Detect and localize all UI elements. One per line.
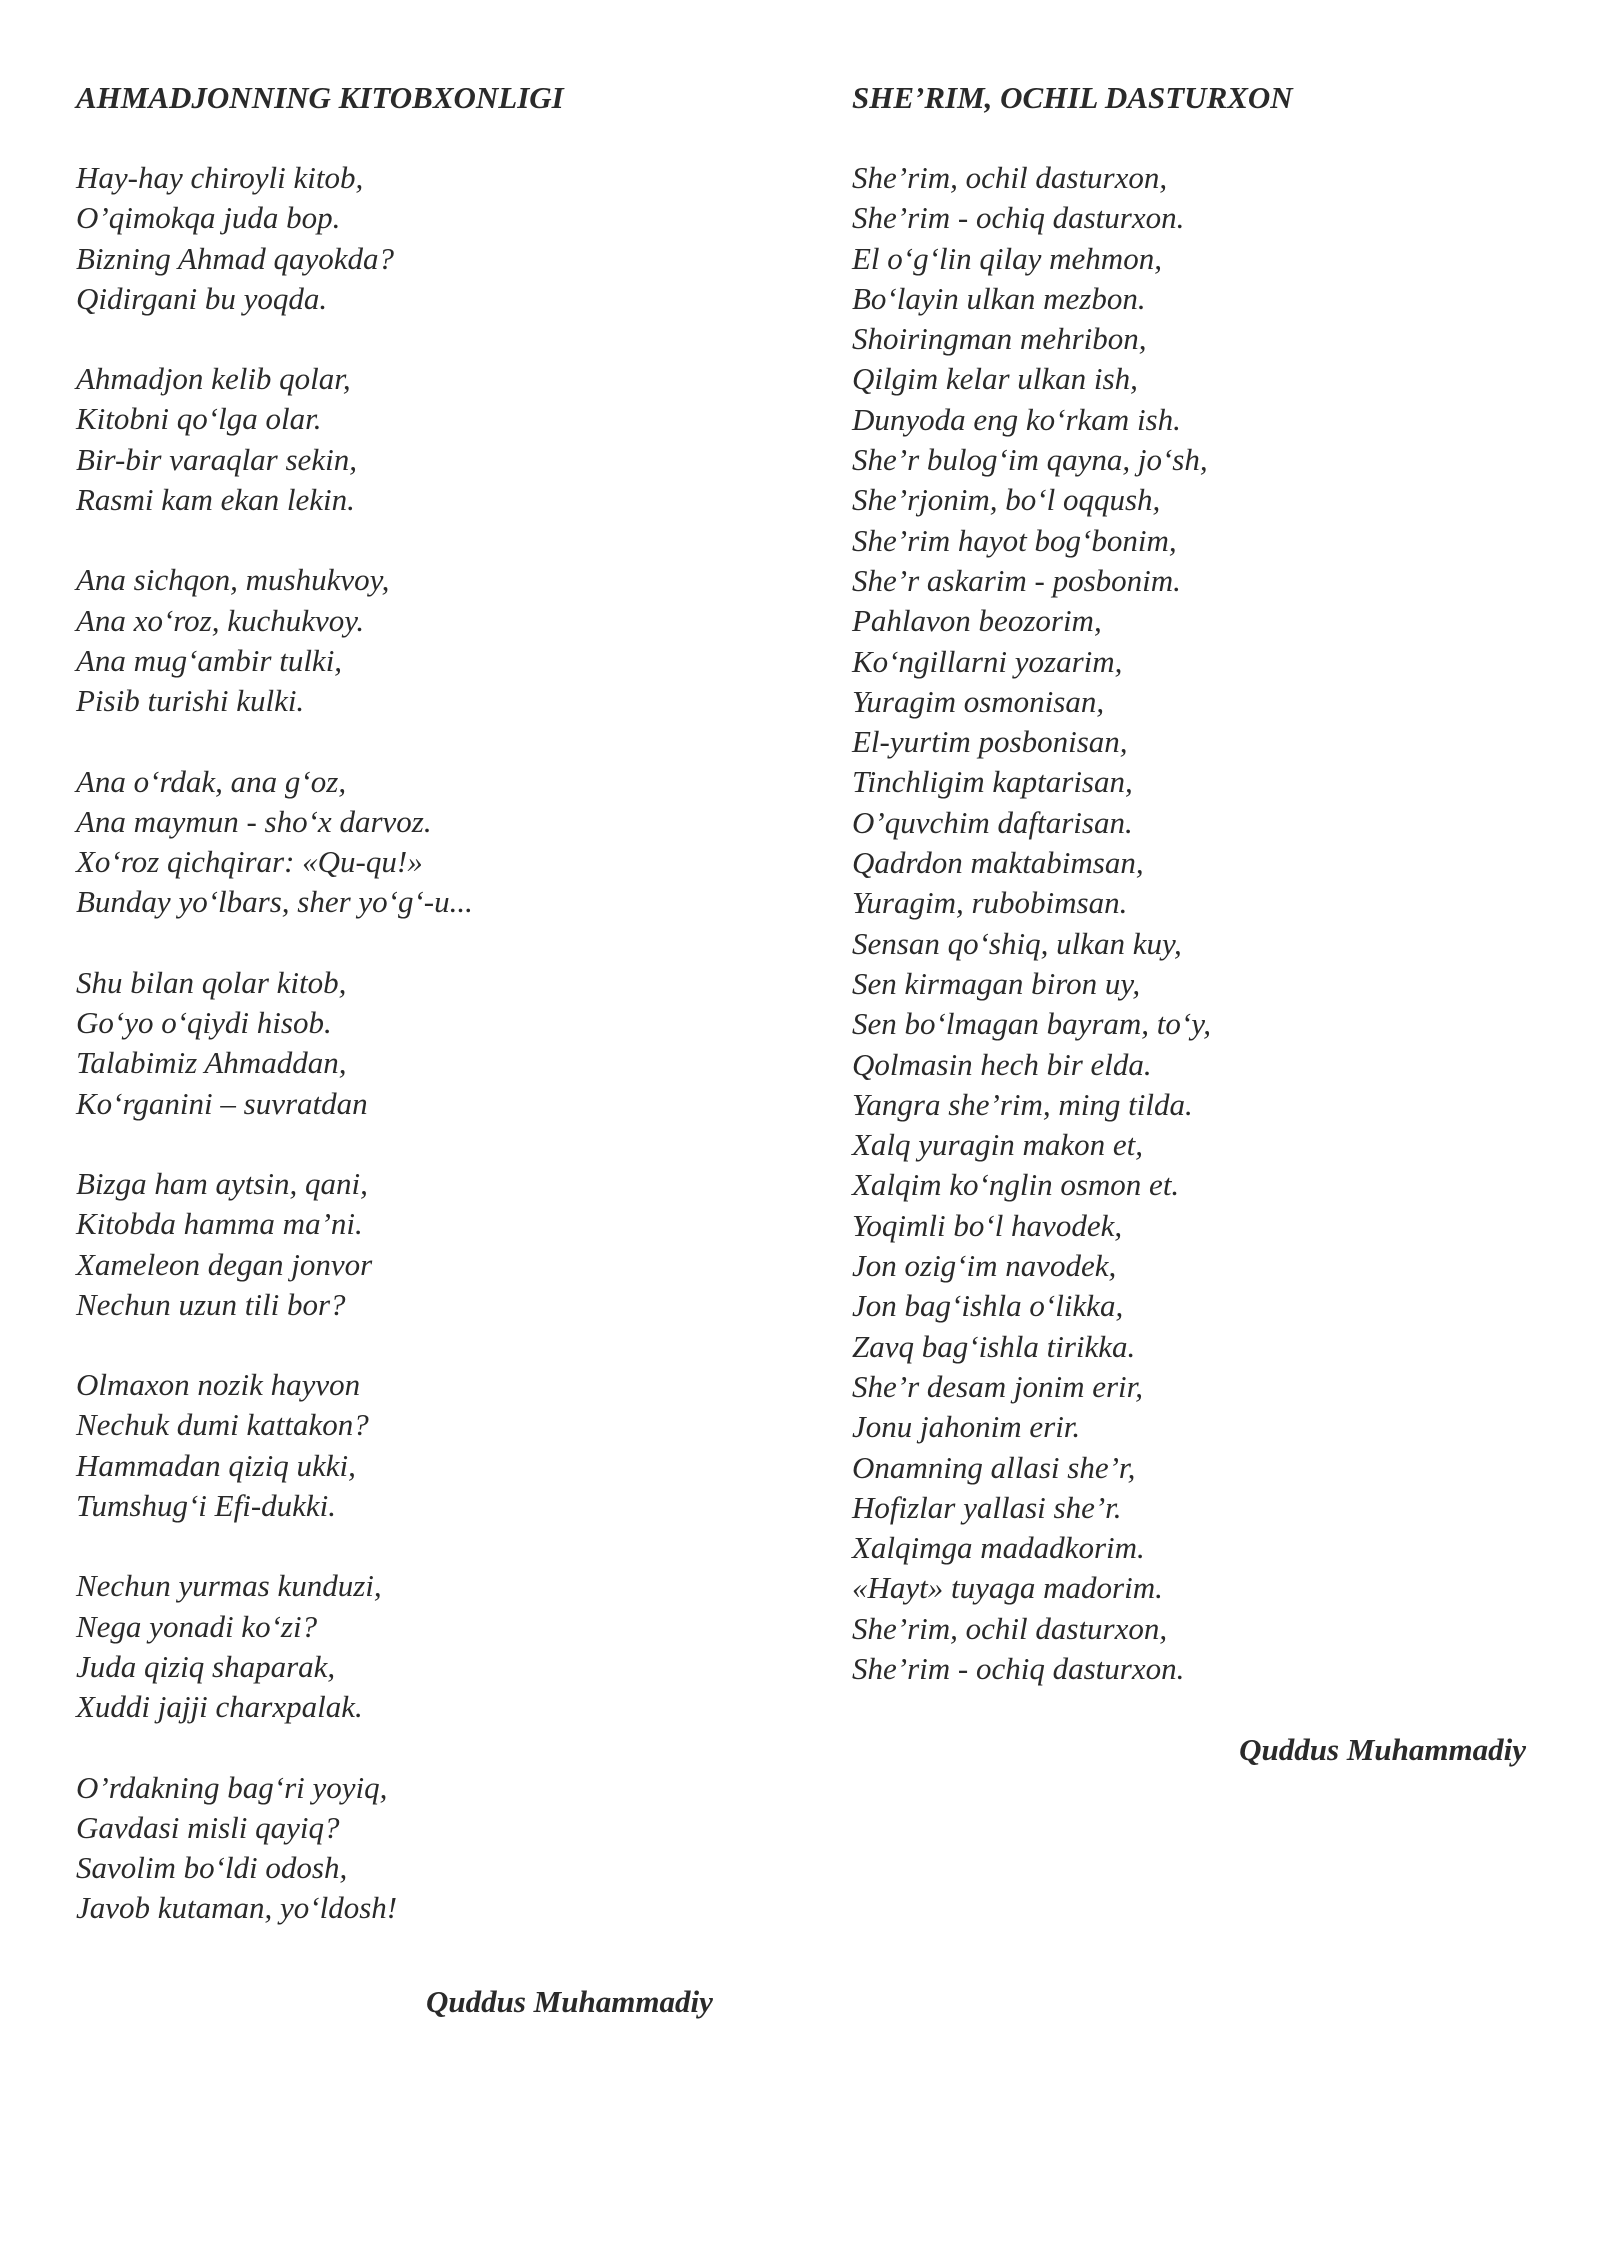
poem-line: Hay-hay chiroyli kitob, — [76, 160, 364, 195]
poem-line: Ana sichqon, mushukvoy, — [76, 562, 390, 598]
stanza — [76, 762, 756, 923]
poem-line: Kitobni qo‘lga olar. — [76, 401, 322, 437]
poem-line: Hofizlar yallasi she’r. — [852, 1489, 1122, 1525]
poem-line: Yuragim, rubobimsan. — [852, 885, 1128, 921]
poem-line: Qolmasin hech bir elda. — [852, 1046, 1152, 1082]
poem-line: Nechun yurmas kunduzi, — [76, 1568, 382, 1604]
poem-line: Tinchligim kaptarisan, — [852, 764, 1133, 800]
poem-line: She’rim - ochiq dasturxon. — [852, 200, 1185, 236]
poem-line: Dunyoda eng ko‘rkam ish. — [852, 401, 1181, 437]
poem-line: Xalqim ko‘nglin osmon et. — [852, 1167, 1180, 1203]
poem-line: Bunday yo‘lbars, sher yo‘g‘-u... — [76, 884, 473, 920]
poem-line: Qidirgani bu yoqda. — [76, 280, 328, 316]
poem-line: Go‘yo o‘qiydi hisob. — [76, 1005, 332, 1041]
stanza — [76, 1768, 756, 1929]
poem-line: Ahmadjon kelib qolar, — [76, 361, 351, 397]
poem-line: Bizga ham aytsin, qani, — [76, 1165, 368, 1201]
poem-line: Shu bilan qolar kitob, — [76, 964, 347, 1000]
poem-line: Zavq bag‘ishla tirikka. — [852, 1328, 1136, 1364]
poem-line: Savolim bo‘ldi odosh, — [76, 1850, 348, 1886]
poem-line: El o‘g‘lin qilay mehmon, — [852, 240, 1162, 276]
poem-line: Qadrdon maktabimsan, — [852, 845, 1144, 881]
poem-line: She’rim, ochil dasturxon, — [852, 160, 1168, 195]
poem-line: She’r bulog‘im qayna, jo‘sh, — [852, 442, 1208, 478]
poem-line: She’r askarim - posbonim. — [852, 562, 1181, 598]
poem-line: Onamning allasi she’r, — [852, 1449, 1136, 1485]
poem-line: Xuddi jajji charxpalak. — [76, 1689, 363, 1725]
poem-line: Jon ozig‘im navodek, — [852, 1248, 1117, 1284]
stanza — [76, 560, 756, 721]
poem-line: Qilgim kelar ulkan ish, — [852, 361, 1138, 397]
poem-line: Nechuk dumi kattakon? — [76, 1407, 369, 1443]
poem-line: «Hayt» tuyaga madorim. — [852, 1570, 1163, 1606]
poem-line: Sen kirmagan biron uy, — [852, 965, 1141, 1001]
poem-line: Xalqimga madadkorim. — [852, 1530, 1145, 1566]
poem-line: Yuragim osmonisan, — [852, 683, 1105, 719]
right-poem-title: SHE’RIM, OCHIL DASTURXON — [852, 80, 1293, 115]
poem-line: Ko‘ngillarni yozarim, — [852, 643, 1123, 679]
poem-line: Ana o‘rdak, ana g‘oz, — [76, 763, 347, 799]
poem-line: Bo‘layin ulkan mezbon. — [852, 280, 1146, 316]
poem-line: She’rim - ochiq dasturxon. — [852, 1650, 1185, 1686]
poem-line: Sen bo‘lmagan bayram, to‘y, — [852, 1006, 1212, 1042]
poem-line: Xameleon degan jonvor — [76, 1246, 373, 1282]
stanza — [76, 1566, 756, 1727]
stanza — [76, 158, 756, 319]
poem-line: She’rjonim, bo‘l oqqush, — [852, 482, 1161, 518]
poem-line: She’rim, ochil dasturxon, — [852, 1610, 1168, 1646]
poem-line: Sensan qo‘shiq, ulkan kuy, — [852, 925, 1182, 961]
right-poem-author: Quddus Muhammadiy — [1239, 1732, 1526, 1768]
poem-line: Bizning Ahmad qayokda? — [76, 240, 395, 276]
stanza — [76, 963, 756, 1124]
poem-line: Olmaxon nozik hayvon — [76, 1367, 361, 1403]
poem-line: Talabimiz Ahmaddan, — [76, 1045, 347, 1081]
poem-line: Kitobda hamma ma’ni. — [76, 1206, 363, 1242]
poem-line: Jon bag‘ishla o‘likka, — [852, 1288, 1124, 1324]
poem-line: Gavdasi misli qayiq? — [76, 1809, 340, 1845]
poem-line: Rasmi kam ekan lekin. — [76, 482, 355, 518]
poem-line: Javob kutaman, yo‘ldosh! — [76, 1890, 398, 1926]
poem-line: Ana xo‘roz, kuchukvoy. — [76, 602, 365, 638]
poem-line: Ko‘rganini – suvratdan — [76, 1085, 368, 1121]
poem-line: Ana maymun - sho‘x darvoz. — [76, 803, 432, 839]
right-poem-lines — [852, 158, 1542, 1689]
poem-line: She’rim hayot bog‘bonim, — [852, 522, 1177, 558]
poem-line: El-yurtim posbonisan, — [852, 724, 1128, 760]
poem-line: O’qimokqa juda bop. — [76, 200, 341, 236]
left-poem — [76, 78, 756, 2022]
poem-line: Ana mug‘ambir tulki, — [76, 642, 343, 678]
right-poem — [852, 78, 1542, 1770]
poem-line: Hammadan qiziq ukki, — [76, 1447, 356, 1483]
poem-line: Pahlavon beozorim, — [852, 603, 1102, 639]
poem-line: Xalq yuragin makon et, — [852, 1127, 1144, 1163]
stanza — [76, 1365, 756, 1526]
poem-line: Jonu jahonim erir. — [852, 1409, 1081, 1445]
poem-line: Nega yonadi ko‘zi? — [76, 1608, 318, 1644]
poem-line: Shoiringman mehribon, — [852, 321, 1147, 357]
left-poem-author: Quddus Muhammadiy — [426, 1983, 713, 2019]
poem-line: Tumshug‘i Efi-dukki. — [76, 1488, 337, 1524]
stanza — [76, 359, 756, 520]
poem-line: Yangra she’rim, ming tilda. — [852, 1086, 1193, 1122]
poem-line: Nechun uzun tili bor? — [76, 1286, 346, 1322]
poem-line: O’quvchim daftarisan. — [852, 804, 1133, 840]
poem-line: Xo‘roz qichqirar: «Qu-qu!» — [76, 844, 423, 880]
poem-line: Bir-bir varaqlar sekin, — [76, 441, 357, 477]
poem-line: She’r desam jonim erir, — [852, 1368, 1144, 1404]
poem-line: O’rdakning bag‘ri yoyiq, — [76, 1769, 388, 1805]
left-poem-stanzas — [76, 158, 756, 1929]
stanza — [76, 1164, 756, 1325]
poem-line: Pisib turishi kulki. — [76, 683, 305, 719]
poem-line: Juda qiziq shaparak, — [76, 1648, 336, 1684]
left-poem-title: AHMADJONNING KITOBXONLIGI — [76, 80, 564, 115]
poem-line: Yoqimli bo‘l havodek, — [852, 1207, 1123, 1243]
